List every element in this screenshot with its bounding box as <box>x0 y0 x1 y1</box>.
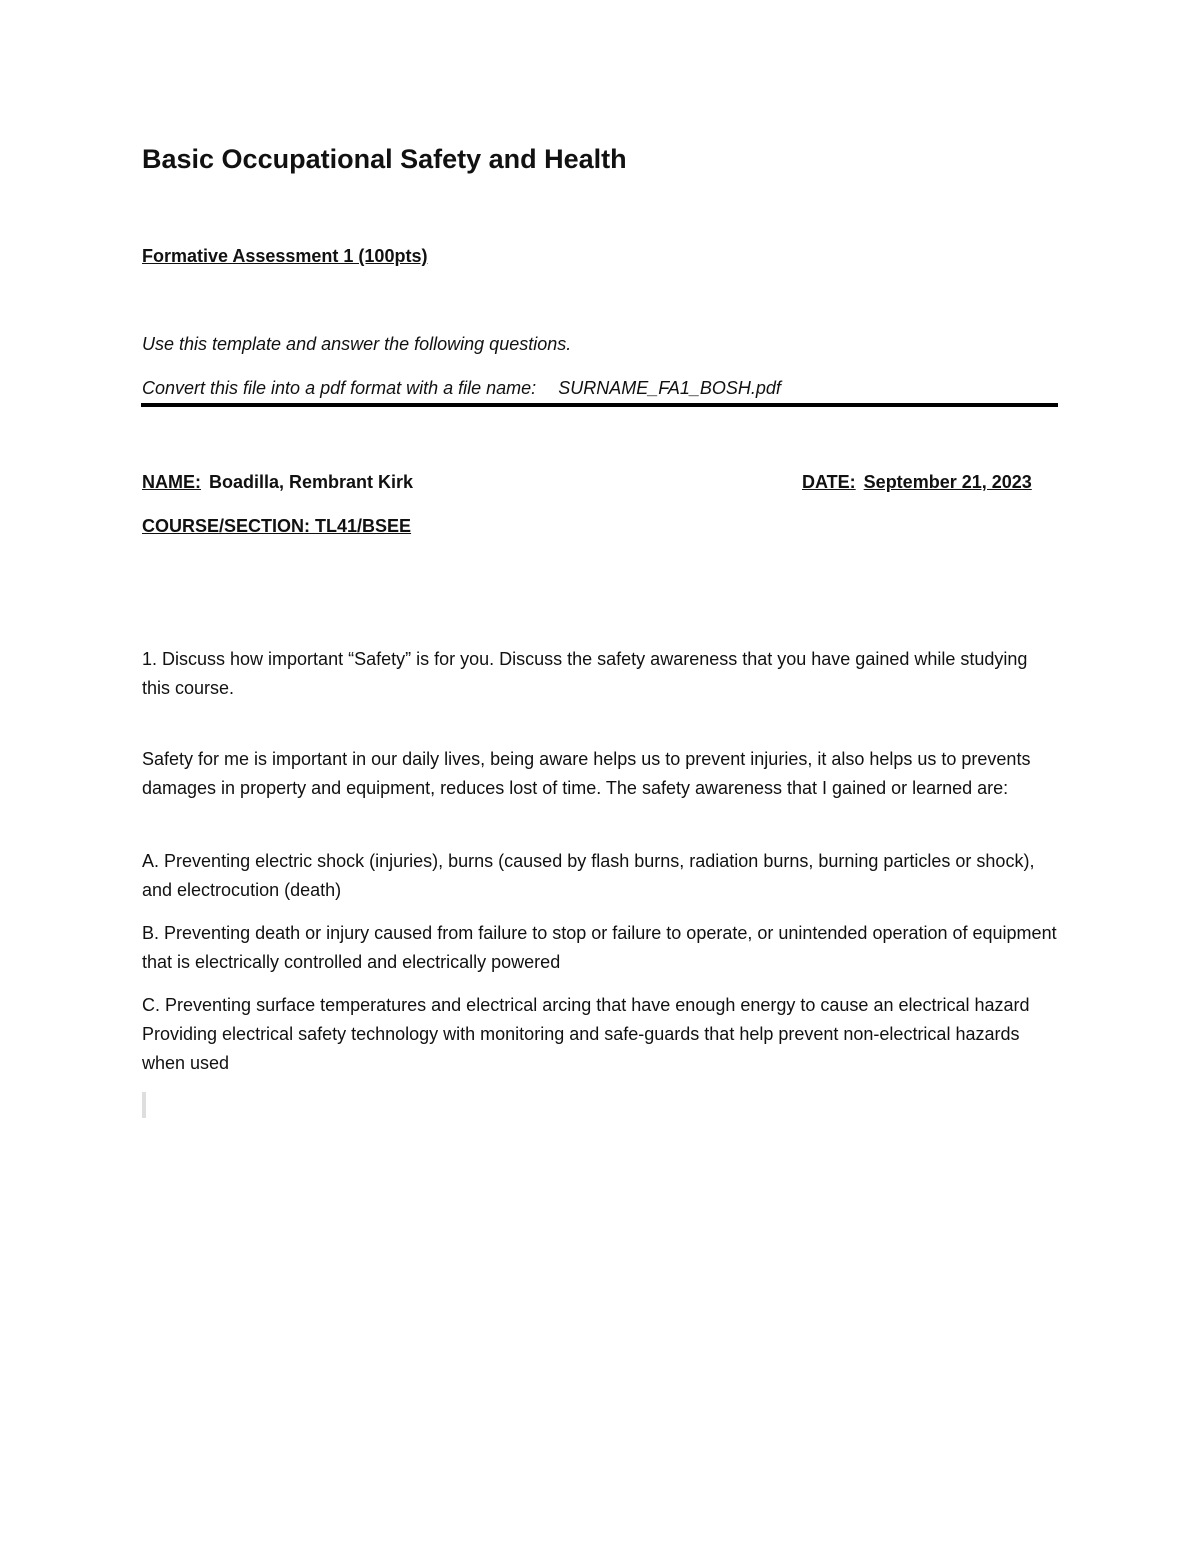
item-a-label: A. <box>142 851 160 871</box>
answer-item-b <box>142 919 1060 977</box>
horizontal-rule <box>141 403 1058 407</box>
document-title: Basic Occupational Safety and Health <box>142 144 627 174</box>
item-c-label: C. <box>142 995 160 1015</box>
date-field <box>802 472 1032 493</box>
name-label: NAME: <box>142 472 201 492</box>
course-value: TL41/BSEE <box>315 516 412 536</box>
answer-item-c <box>142 991 1060 1078</box>
course-field <box>142 516 411 537</box>
question-1: 1. Discuss how important “Safety” is for you. Discuss the safety awareness that you have gained while studying this course. <box>142 649 1028 698</box>
text-cursor[interactable] <box>142 1092 146 1118</box>
instruction-text: Convert this file into a pdf format with a file name: <box>142 378 537 398</box>
item-a-text: Preventing electric shock (injuries), burns (caused by flash burns, radiation burns, burning particles or shock), and electrocution (death) <box>142 851 1035 900</box>
item-b-text: Preventing death or injury caused from failure to stop or failure to operate, or unintended operation of equipment that is electrically controlled and electrically powered <box>142 923 1057 972</box>
name-value: Boadilla, Rembrant Kirk <box>209 472 414 492</box>
assessment-heading: Formative Assessment 1 (100pts) <box>142 246 428 266</box>
date-label: DATE: <box>802 472 856 492</box>
required-filename: SURNAME_FA1_BOSH.pdf <box>558 378 781 398</box>
instruction-line-2 <box>142 378 781 399</box>
date-value: September 21, 2023 <box>863 472 1032 492</box>
course-label: COURSE/SECTION: <box>142 516 311 536</box>
name-field <box>142 472 413 493</box>
answer-item-a <box>142 847 1060 905</box>
instruction-line-1: Use this template and answer the following questions. <box>142 334 572 354</box>
item-b-label: B. <box>142 923 160 943</box>
item-c-text: Preventing surface temperatures and electrical arcing that have enough energy to cause an electrical hazard Providing electrical safety technology with monitoring and safe-guards that help prevent non-electrical hazards when used <box>142 995 1030 1073</box>
answer-intro: Safety for me is important in our daily lives, being aware helps us to prevent injuries, it also helps us to prevents damages in property and equipment, reduces lost of time. The safety awareness that I gained or learned are: <box>142 749 1031 798</box>
